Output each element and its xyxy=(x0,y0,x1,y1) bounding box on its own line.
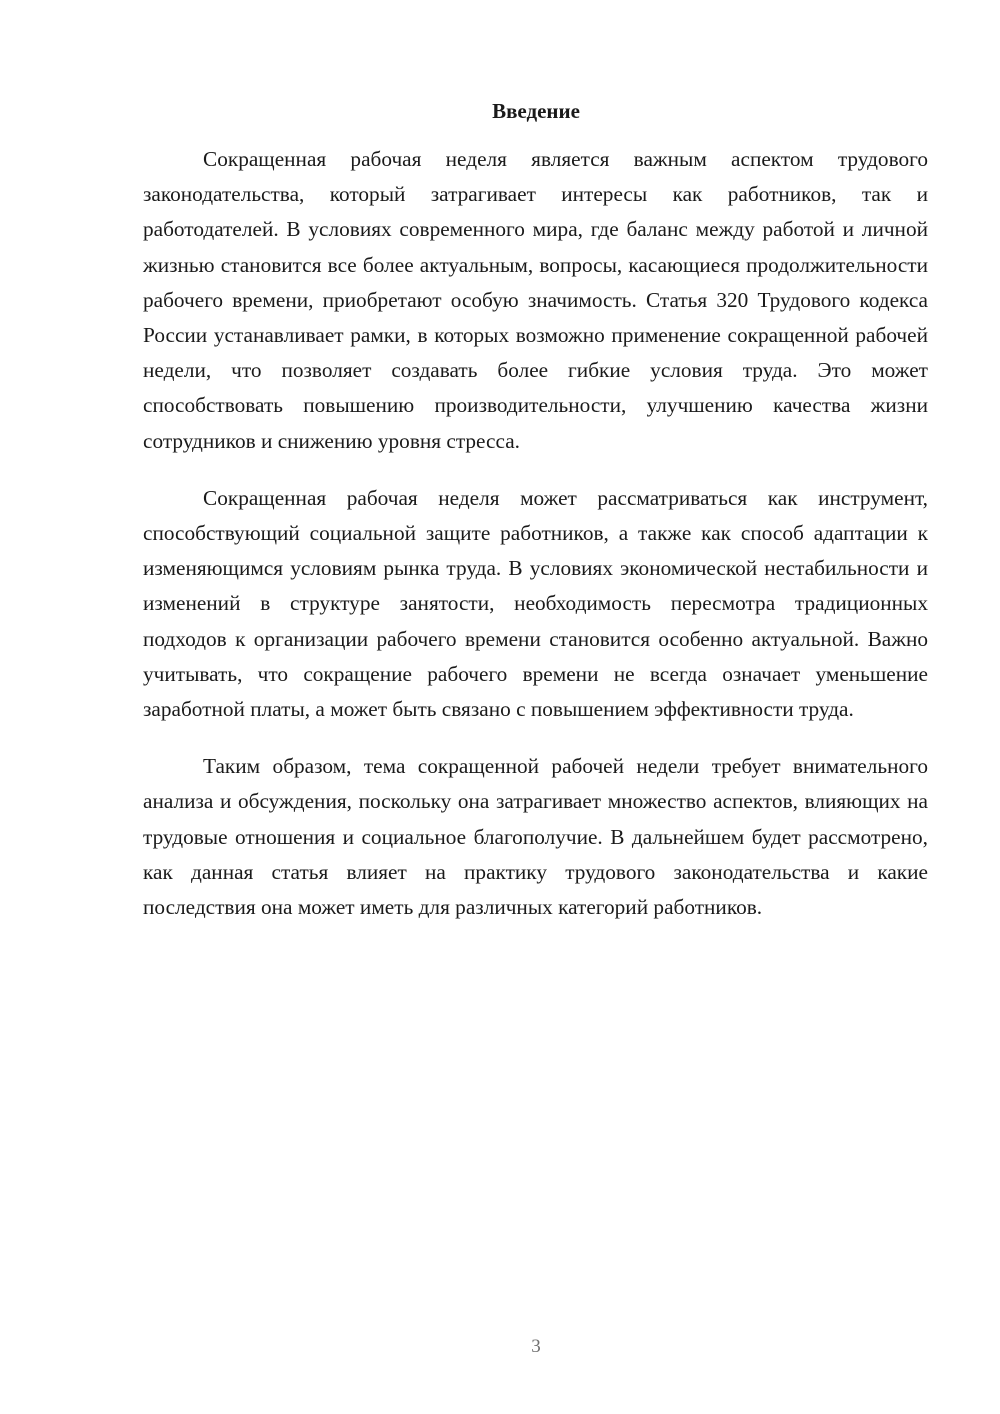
body-text xyxy=(143,142,928,947)
paragraph-1: Сокращенная рабочая неделя является важным аспектом трудового законодательства, который затрагивает интересы как работников, так и работодателей. В условиях современного мира, где баланс между работой и личной жизнью становится все более актуальным, вопросы, касающиеся продолжительности рабочего времени, приобретают особую значимость. Статья 320 Трудового кодекса России устанавливает рамки, в которых возможно применение сокращенной рабочей недели, что позволяет создавать более гибкие условия труда. Это может способствовать повышению производительности, улучшению качества жизни сотрудников и снижению уровня стресса. xyxy=(143,147,928,453)
paragraph-3: Таким образом, тема сокращенной рабочей недели требует внимательного анализа и обсуждения, поскольку она затрагивает множество аспектов, влияющих на трудовые отношения и социальное благополучие. В дальнейшем будет рассмотрено, как данная статья влияет на практику трудового законодательства и какие последствия она может иметь для различных категорий работников. xyxy=(143,754,928,920)
page-number: 3 xyxy=(531,1336,541,1357)
paragraph-2: Сокращенная рабочая неделя может рассматриваться как инструмент, способствующий социальной защите работников, а также как способ адаптации к изменяющимся условиям рынка труда. В условиях экономической нестабильности и изменений в структуре занятости, необходимость пересмотра традиционных подходов к организации рабочего времени становится особенно актуальной. Важно учитывать, что сокращение рабочего времени не всегда означает уменьшение заработной платы, а может быть связано с повышением эффективности труда. xyxy=(143,485,928,722)
section-heading: Введение xyxy=(492,99,580,123)
